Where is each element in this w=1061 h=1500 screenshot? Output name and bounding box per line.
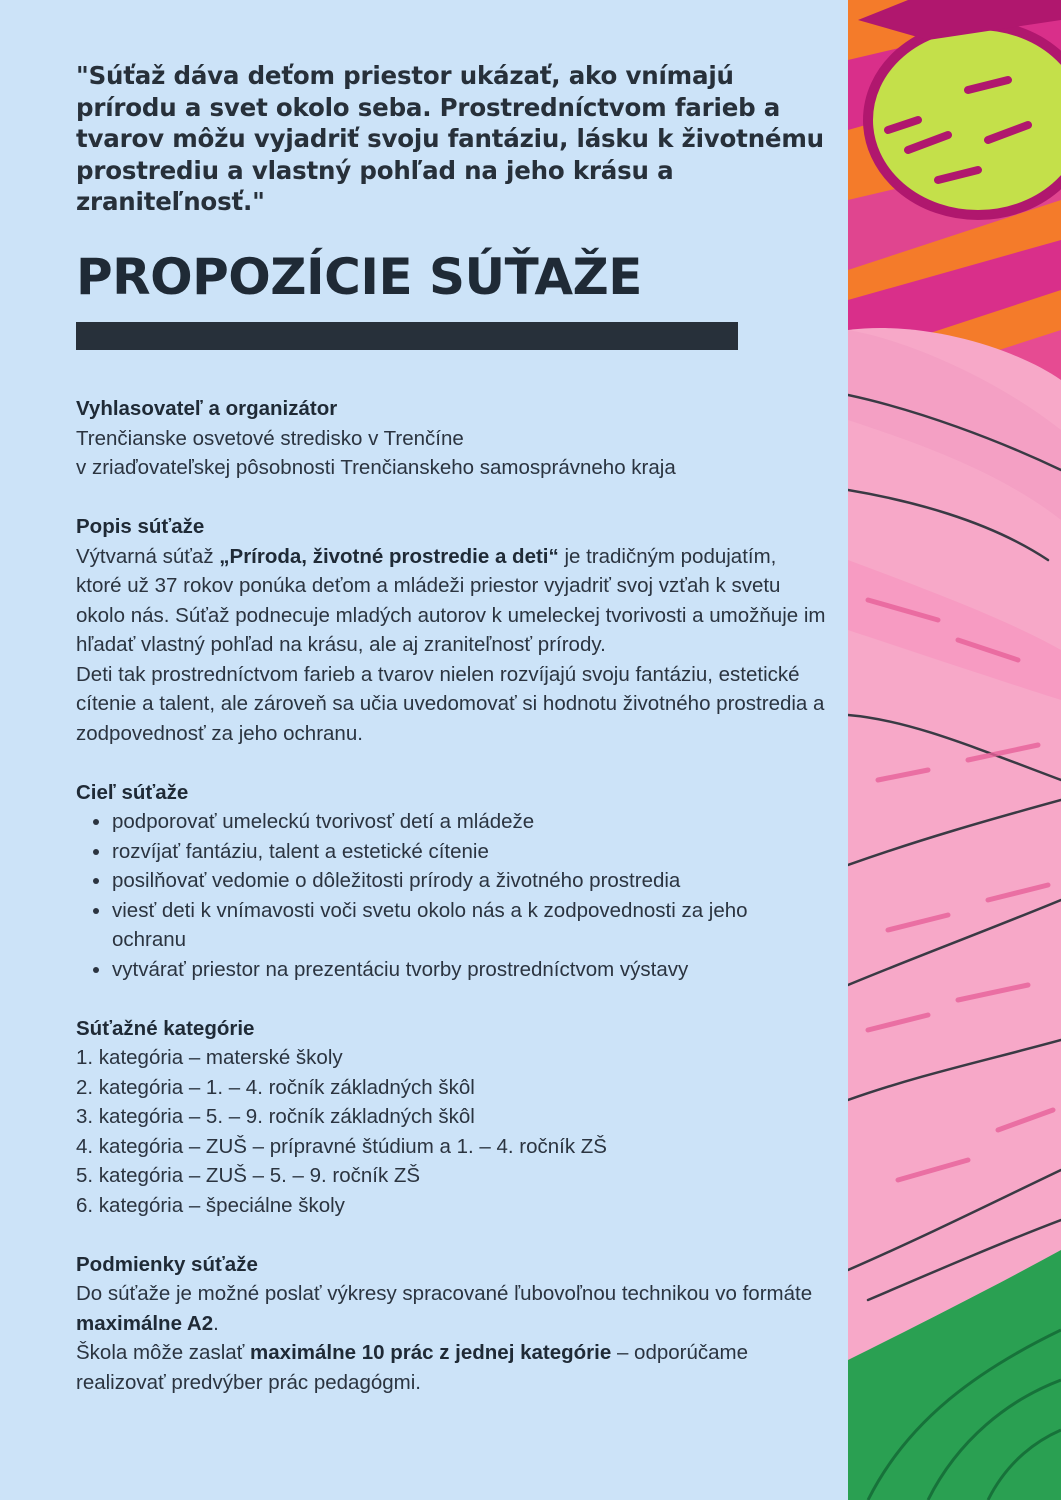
categories-section [76,1014,826,1221]
list-item: 2. kategória – 1. – 4. ročník základných škôl [76,1075,475,1099]
description-paragraph: Výtvarná súťaž „Príroda, životné prostredie a deti“ je tradičným podujatím, ktoré už 37 rokov ponúka deťom a mládeži priestor vyjadriť svoj vzťah k svetu okolo nás. Súťaž podnecuje mladých autorov k umeleckej tvorivosti a umožňuje im hľadať vlastný pohľad na krásu, ale aj zraniteľnosť prírody. [76,544,826,656]
format-limit: maximálne A2 [76,1311,214,1335]
organizer-heading: Vyhlasovateľ a organizátor [76,397,338,420]
list-item: • viesť deti k vnímavosti voči svetu okolo nás a k zodpovednosti za jeho ochranu [112,896,826,955]
conditions-section [76,1250,826,1398]
list-item: 1. kategória – materské školy [76,1046,343,1069]
organizer-line: Trenčianske osvetové stredisko v Trenčíne [76,426,464,450]
conditions-paragraph: Do súťaže je možné poslať výkresy spracované ľubovoľnou technikou vo formáte maximálne A2. [76,1282,813,1335]
list-item: 6. kategória – špeciálne školy [76,1193,345,1217]
list-item: 3. kategória – 5. – 9. ročník základných škôl [76,1105,475,1128]
conditions-heading: Podmienky súťaže [76,1252,258,1276]
page-title: PROPOZÍCIE SÚŤAŽE [76,248,642,306]
organizer-line: v zriaďovateľskej pôsobnosti Trenčianskeho samosprávneho kraja [76,456,676,479]
works-limit: maximálne 10 prác z jednej kategórie [250,1341,612,1364]
competition-name: „Príroda, životné prostredie a deti“ [219,544,559,568]
categories-list [76,1043,826,1220]
list-item: • posilňovať vedomie o dôležitosti prírody a životného prostredia [112,866,826,896]
goals-list [76,807,826,984]
goals-section [76,778,826,985]
categories-heading: Súťažné kategórie [76,1016,255,1040]
list-item: 4. kategória – ZUŠ – prípravné štúdium a 1. – 4. ročník ZŠ [76,1134,607,1158]
crayon-flower-illustration [848,0,1061,1500]
conditions-paragraph: Škola môže zaslať maximálne 10 prác z jednej kategórie – odporúčame realizovať predvýber prác pedagógmi. [76,1341,749,1394]
decorative-artwork [848,0,1061,1500]
document-body [76,394,826,1427]
list-item: • podporovať umeleckú tvorivosť detí a mládeže [112,807,826,837]
intro-quote: "Súťaž dáva deťom priestor ukázať, ako vnímajú prírodu a svet okolo seba. Prostredníctvom farieb a tvarov môžu vyjadriť svoju fantáziu, lásku k životnému prostrediu a vlastný pohľad na jeho krásu a zraniteľnosť." [76,61,824,216]
goals-heading: Cieľ súťaže [76,780,189,804]
list-item: 5. kategória – ZUŠ – 5. – 9. ročník ZŠ [76,1164,421,1187]
list-item: • rozvíjať fantáziu, talent a estetické cítenie [112,837,826,867]
organizer-section [76,394,826,483]
description-paragraph: Deti tak prostredníctvom farieb a tvarov nielen rozvíjajú svoju fantáziu, estetické cítenie a talent, ale zároveň sa učia uvedomovať si hodnotu životného prostredia a zodpovednosť za jeho ochranu. [76,662,825,745]
list-item: • vytvárať priestor na prezentáciu tvorby prostredníctvom výstavy [112,955,826,985]
title-underline-bar [76,322,738,350]
description-section [76,512,826,748]
description-heading: Popis súťaže [76,515,205,538]
